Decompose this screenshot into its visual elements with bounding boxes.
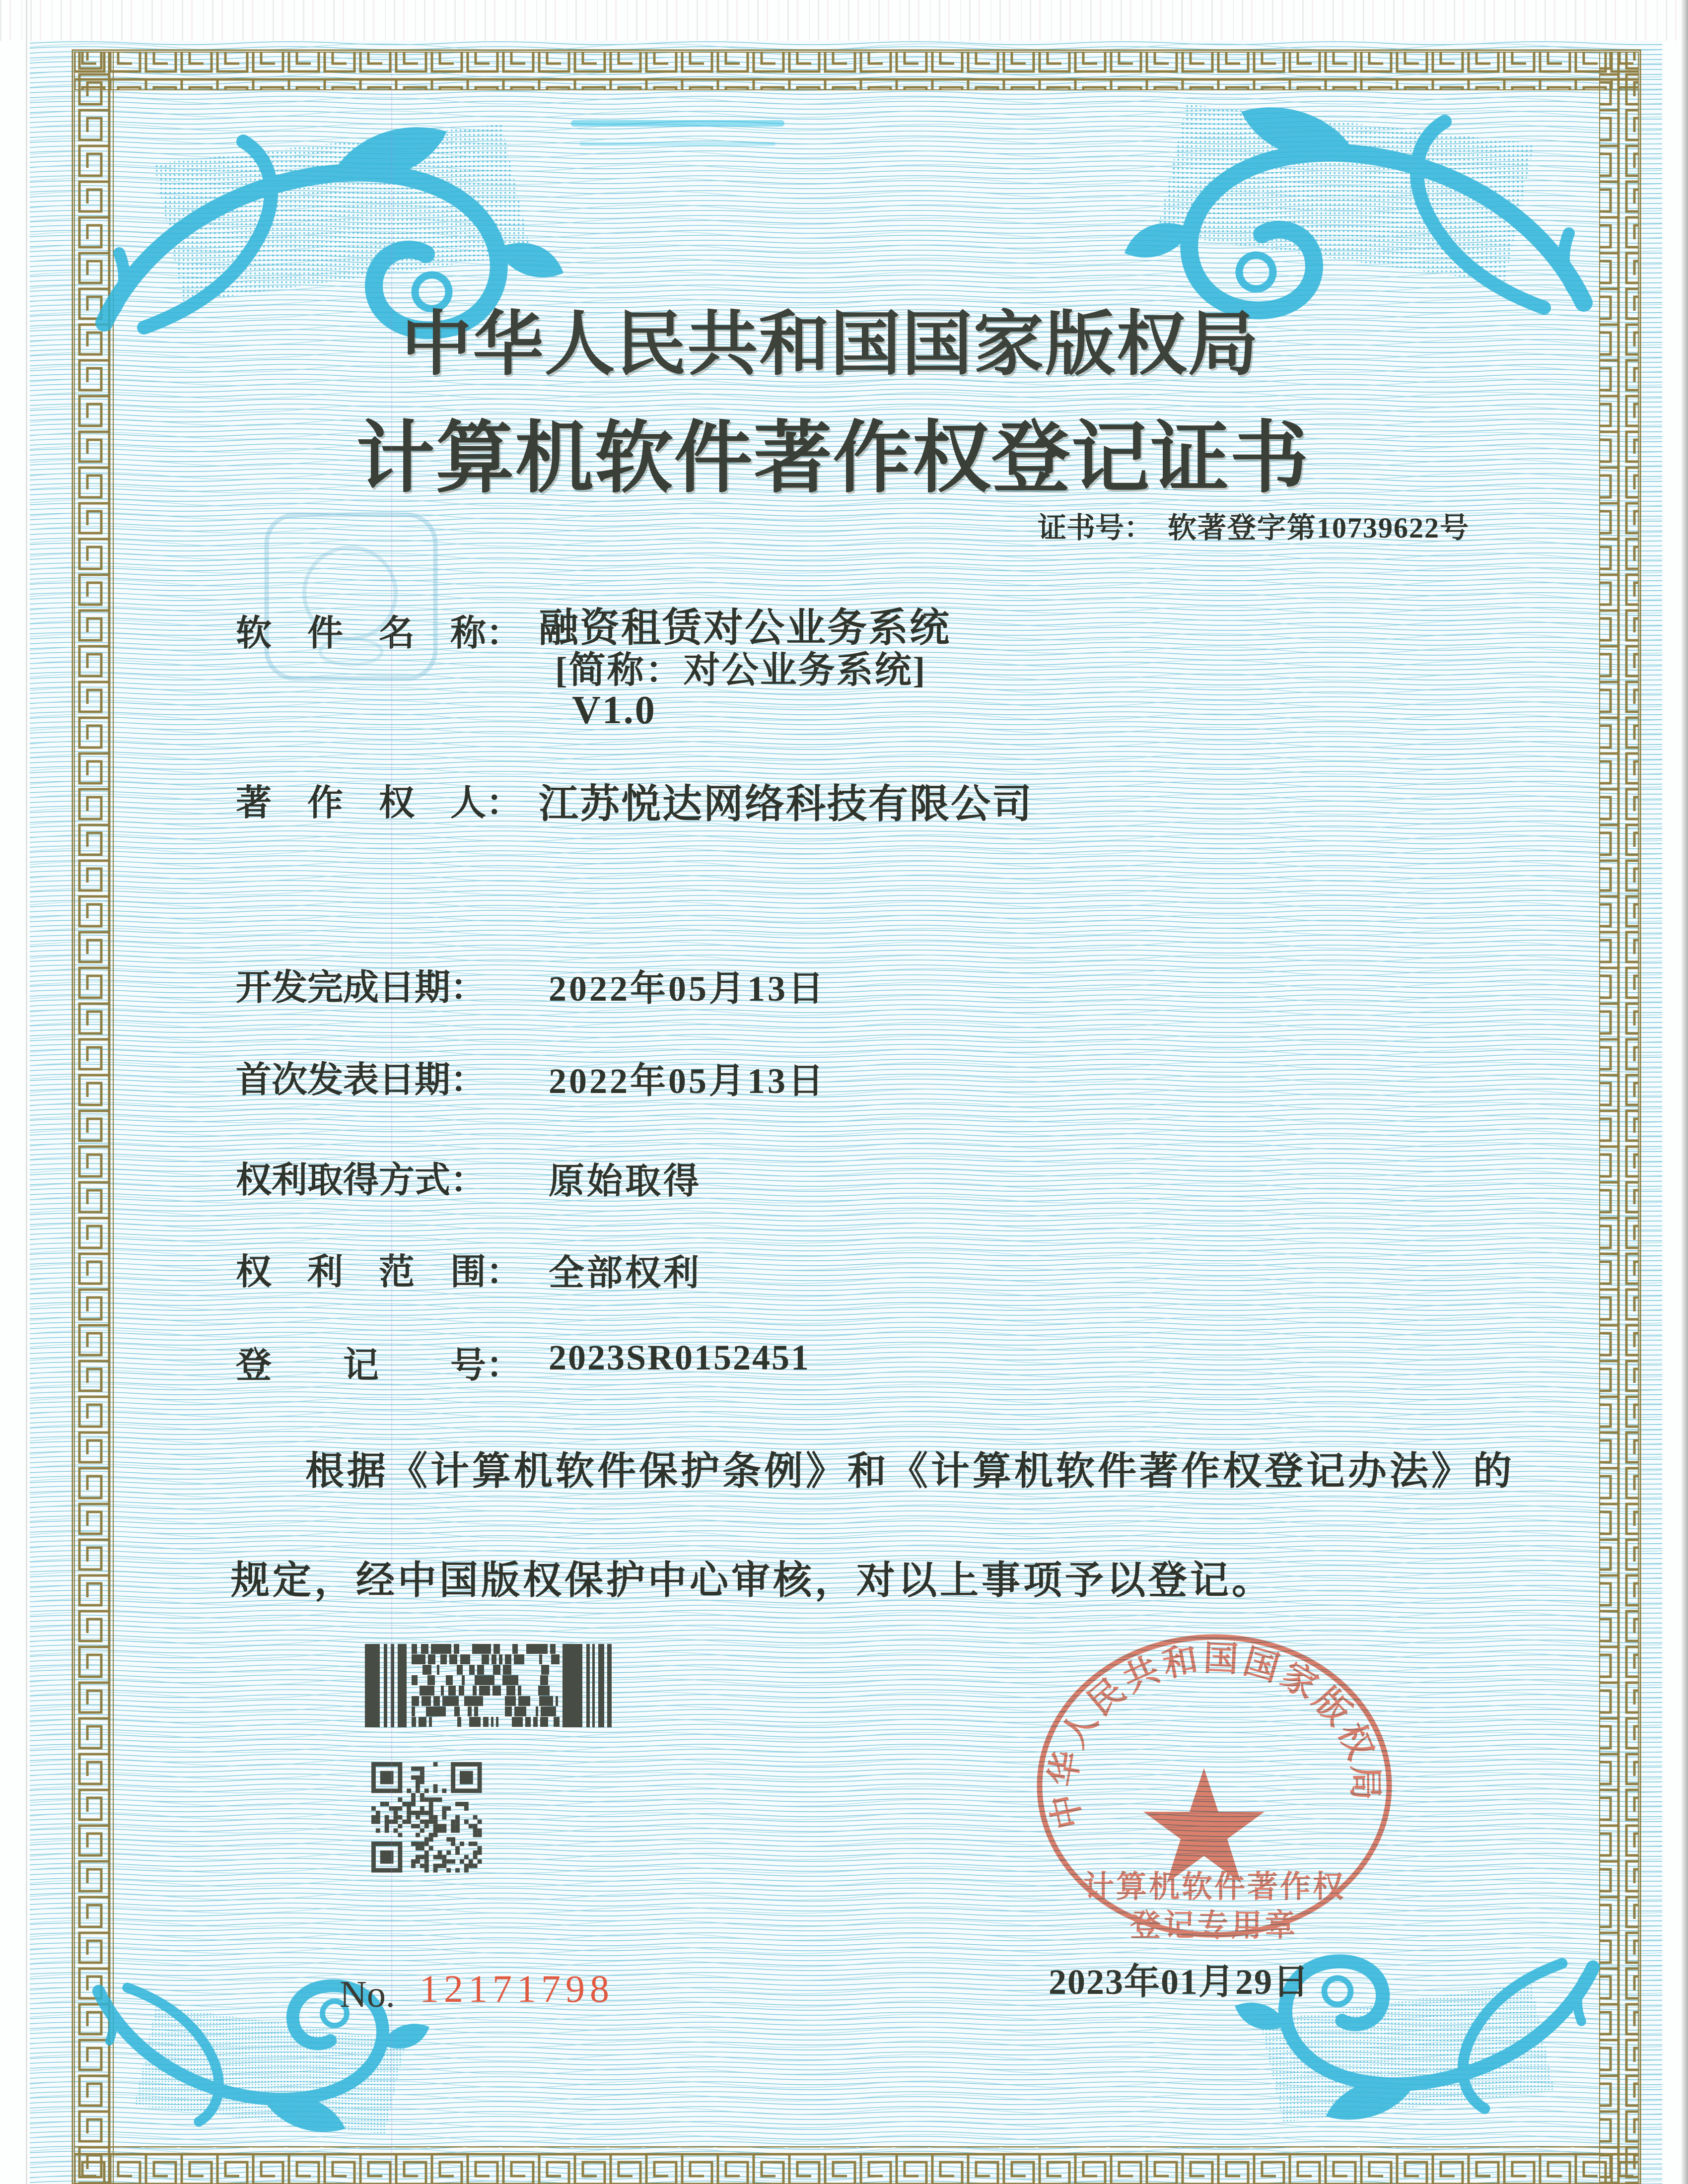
scan-artifact-top-band	[0, 0, 1688, 41]
copyright-owner-value: 江苏悦达网络科技有限公司	[539, 783, 1033, 826]
rights-scope-value: 全部权利	[549, 1253, 702, 1293]
field-label-dev-complete-date: 开发完成日期：	[236, 968, 487, 1008]
scan-artifact-right-edge	[1681, 0, 1688, 2184]
issue-date: 2023年01月29日	[1049, 1962, 1310, 2002]
certificate-title: 计算机软件著作权登记证书	[356, 415, 1310, 502]
authority-title: 中华人民共和国国家版权局	[401, 305, 1260, 384]
dev-complete-date-value: 2022年05月13日	[549, 969, 827, 1009]
scan-artifact-streak1	[571, 120, 784, 127]
field-label-first-publish-date: 首次发表日期：	[236, 1060, 487, 1100]
serial-number: 12171798	[420, 1967, 614, 2010]
software-name-line2: [简称：对公业务系统]	[555, 650, 927, 691]
cert-no-value: 软著登字第10739622号	[1168, 512, 1470, 544]
scan-artifact-fold-line	[391, 60, 392, 2184]
software-name-line1: 融资租赁对公业务系统	[539, 607, 951, 650]
seal-line1: 计算机软件著作权	[1083, 1870, 1346, 1904]
field-label-rights-acquisition: 权利取得方式：	[236, 1160, 487, 1200]
scan-artifact-streak2	[579, 142, 775, 146]
rights-acquisition-value: 原始取得	[549, 1161, 702, 1201]
field-label-copyright-owner: 著 作 权 人：	[236, 783, 522, 823]
software-name-version: V1.0	[572, 688, 656, 732]
serial-label: No.	[340, 1974, 395, 2015]
scan-artifact-left-edge	[26, 0, 27, 2184]
seal-ring-text: 中华人民共和国国家版权局	[1044, 1639, 1384, 1833]
statement-line2: 规定，经中国版权保护中心审核，对以上事项予以登记。	[231, 1559, 1274, 1602]
field-label-rights-scope: 权 利 范 围：	[236, 1252, 522, 1292]
qr-code	[371, 1762, 482, 1873]
statement-line1: 根据《计算机软件保护条例》和《计算机软件著作权登记办法》的	[305, 1449, 1515, 1493]
official-seal	[1023, 1618, 1410, 1946]
first-publish-date-value: 2022年05月13日	[549, 1061, 827, 1101]
cert-no-label: 证书号：	[1038, 512, 1153, 544]
barcode	[365, 1644, 613, 1727]
corner-flourish-top-right	[1125, 104, 1584, 310]
star-icon	[1143, 1768, 1265, 1883]
seal-line2: 登记专用章	[1129, 1909, 1299, 1943]
field-label-registration-no: 登 记 号：	[236, 1346, 522, 1385]
field-label-software-name: 软 件 名 称：	[236, 614, 522, 653]
registration-no-value: 2023SR0152451	[549, 1338, 811, 1377]
